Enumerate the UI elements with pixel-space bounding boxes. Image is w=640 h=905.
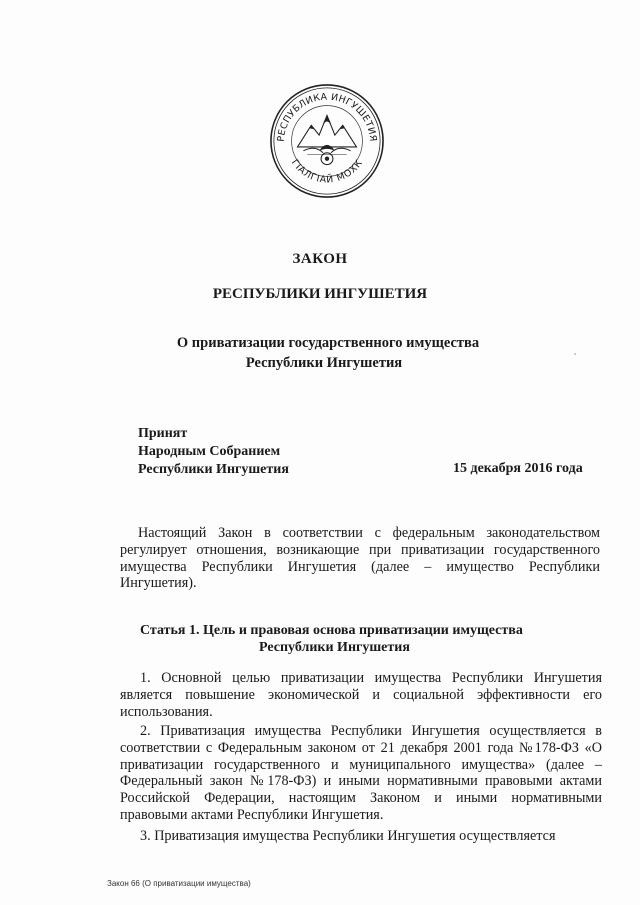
- republic-heading: РЕСПУБЛИКИ ИНГУШЕТИЯ: [212, 286, 428, 302]
- adoption-line-3: Республики Ингушетия: [138, 462, 289, 477]
- article-1-paragraph-3: 3. Приватизация имущества Республики Ингушетия осуществляется: [140, 828, 556, 844]
- article-1-heading: [140, 622, 523, 656]
- article-1-title-line-1: Статья 1. Цель и правовая основа приватизации имущества: [140, 623, 523, 638]
- article-1-paragraph-1: 1. Основной целью приватизации имущества Республики Ингушетия является повышение экономической и социальной эффективности его использования.: [120, 670, 602, 720]
- svg-text:ГӀАЛГӀАЙ МОХК: [289, 158, 365, 186]
- intro-paragraph: Настоящий Закон в соответствии с федеральным законодательством регулирует отношения, возникающие при приватизации государственного имущества Республики Ингушетия (далее – имущество Республики Ингушетия).: [120, 525, 600, 592]
- adoption-line-1: Принят: [138, 426, 188, 441]
- page-footer: Закон 66 (О приватизации имущества): [107, 879, 251, 888]
- emblem-top-text: РЕСПУБЛИКА ИНГУШЕТИЯ: [275, 91, 379, 143]
- article-1-title-line-2: Республики Ингушетия: [259, 640, 410, 655]
- emblem-seal-icon: [268, 82, 386, 200]
- law-subject-line-1: О приватизации государственного имущества: [176, 335, 480, 351]
- emblem-bottom-text: ГӀАЛГӀАЙ МОХК: [288, 157, 366, 186]
- adoption-block: [138, 425, 289, 479]
- article-1-paragraph-2: 2. Приватизация имущества Республики Ингушетия осуществляется в соответствии с Федеральным законом от 21 декабря 2001 года №178-ФЗ «О приватизации государственного и муниципального имущества» (далее – Федеральный закон №178-ФЗ) и иными нормативными правовыми актами Российской Федерации, настоящим Законом и иными нормативными правовыми актами Республики Ингушетия.: [120, 723, 602, 823]
- law-subject-line-2: Республики Ингушетия: [245, 355, 403, 371]
- scan-speck: [574, 353, 576, 355]
- adoption-date: 15 декабря 2016 года: [453, 461, 583, 476]
- adoption-line-2: Народным Собранием: [138, 444, 281, 459]
- document-type-heading: ЗАКОН: [292, 251, 348, 267]
